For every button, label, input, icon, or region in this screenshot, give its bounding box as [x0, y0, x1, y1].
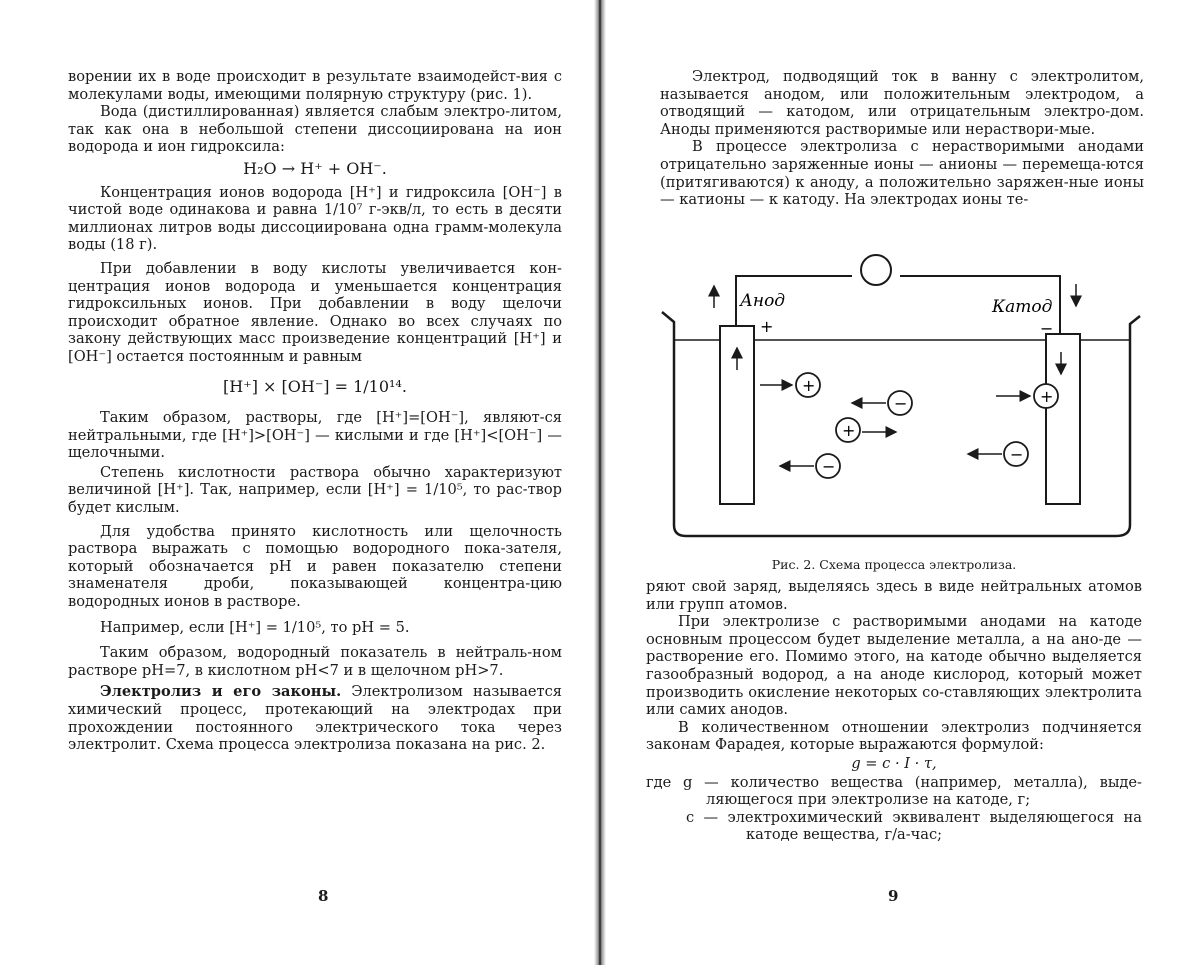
paragraph: Концентрация ионов водорода [H⁺] и гидроксила [OH⁻] в чистой воде одинакова и равна 1/10⁷ г-экв/л, то есть в десяти миллионах литров воды диссоциирована одна грамм-молекула воды (18 г). — [68, 183, 562, 254]
anion-ion — [780, 454, 840, 478]
paragraph: ряют свой заряд, выделяясь здесь в виде нейтральных атомов или групп атомов. — [646, 578, 1142, 613]
cathode-plate — [1046, 334, 1080, 504]
left-page — [0, 0, 596, 965]
formula-ph-example: Например, если [H⁺] = 1/10⁵, то pH = 5. — [100, 618, 410, 636]
formula-ion-product: [H⁺] × [OH⁻] = 1/10¹⁴. — [223, 376, 407, 396]
formula-water-dissociation: H₂O → H⁺ + OH⁻. — [243, 158, 387, 178]
paragraph: Вода (дистиллированная) является слабым электро-литом, так как она в небольшой степени диссоциирована на ион водорода и ион гидроксила: — [68, 103, 562, 156]
cathode-sign: − — [1040, 319, 1054, 338]
paragraph: ворении их в воде происходит в результате взаимодейст-вия с молекулами воды, имеющими полярную структуру (рис. 1). — [68, 68, 562, 103]
cation-ion — [760, 373, 820, 397]
right-page-top-text — [660, 68, 1144, 209]
paragraph: Электрод, подводящий ток в ванну с электролитом, называется анодом, или положительным электродом, а отводящий — катодом, или отрицательным электро-дом. Аноды применяются растворимые или нераствори-мые. — [660, 68, 1144, 138]
svg-text:+: + — [1040, 387, 1054, 406]
paragraph-electrolysis — [68, 683, 562, 753]
cation-ion — [836, 418, 896, 442]
anode-sign: + — [760, 317, 774, 336]
paragraph: Для удобства принято кислотность или щелочность раствора выражать с помощью водородного пока-зателя, который обозначается pH и равен показателю степени знаменателя дроби, показывающей концентра-цию водородных ионов в растворе. — [68, 522, 562, 611]
svg-text:−: − — [1010, 445, 1024, 464]
paragraph: При добавлении в воду кислоты увеличивается кон-центрация ионов водорода и уменьшается концентрация гидроксильных ионов. При добавлении в воду щелочи происходит обратное явление. Однако во всех случаях по закону действующих масс произведение концентраций [H⁺] и [OH⁻] остается постоянным и равным — [68, 259, 562, 365]
paragraph: При электролизе с растворимыми анодами на катоде основным процессом будет выделение металла, а на ано-де — растворение его. Помимо этого, на катоде обычно выделяется газообразный водород, а на аноде кислород, который может производить окисление некоторых со-ставляющих электролита или самих анодов. — [646, 613, 1142, 719]
figure-caption: Рис. 2. Схема процесса электролиза. — [771, 557, 1017, 572]
anion-ion — [852, 391, 912, 415]
right-page-bottom-text — [646, 578, 1142, 844]
svg-text:−: − — [822, 457, 836, 476]
paragraph: Степень кислотности раствора обычно характеризуют величиной [H⁺]. Так, например, если [H⁺] = 1/10⁵, то рас-твор будет кислым. — [68, 463, 562, 517]
definition-g: где g — количество вещества (например, металла), выде-ляющегося при электролизе на катоде, г; — [646, 773, 1142, 809]
svg-text:−: − — [894, 394, 908, 413]
electrolysis-heading: Электролиз и его законы. — [100, 683, 342, 701]
page-number-left: 8 — [318, 887, 329, 905]
anion-ion — [968, 442, 1028, 466]
anode-label: Анод — [740, 291, 786, 311]
paragraph: В количественном отношении электролиз подчиняется законам Фарадея, которые выражаются формулой: — [646, 718, 1142, 754]
paragraph: В процессе электролиза с нерастворимыми анодами отрицательно заряженные ионы — анионы — перемеща-ются (притягиваются) к аноду, а положительно заряжен-ные ионы — катионы — к катоду. На электродах ионы те- — [660, 138, 1144, 209]
definition-c: c — электрохимический эквивалент выделяющегося на катоде вещества, г/а-час; — [686, 808, 1142, 844]
cation-ion — [996, 384, 1058, 408]
paragraph: Таким образом, водородный показатель в нейтраль-ном растворе pH=7, в кислотном pH<7 и в щелочном pH>7. — [68, 644, 562, 679]
paragraph: Таким образом, растворы, где [H⁺]=[OH⁻], являют-ся нейтральными, где [H⁺]>[OH⁻] — кислыми и где [H⁺]<[OH⁻] — щелочными. — [68, 409, 562, 462]
svg-text:+: + — [842, 421, 856, 440]
electrolysis-text: Электролизом называется химический процесс, протекающий на электродах при прохождении постоянного электрического тока через электролит. Схема процесса электролиза показана на рис. 2. — [68, 683, 562, 754]
page-number-right: 9 — [888, 887, 899, 905]
electrolysis-diagram — [656, 240, 1146, 552]
formula-faraday: g = c · I · τ, — [851, 754, 937, 772]
cathode-label: Катод — [992, 297, 1053, 317]
right-page — [604, 0, 1200, 965]
svg-text:+: + — [802, 376, 816, 395]
left-page-text — [68, 68, 562, 754]
current-source — [861, 255, 891, 285]
